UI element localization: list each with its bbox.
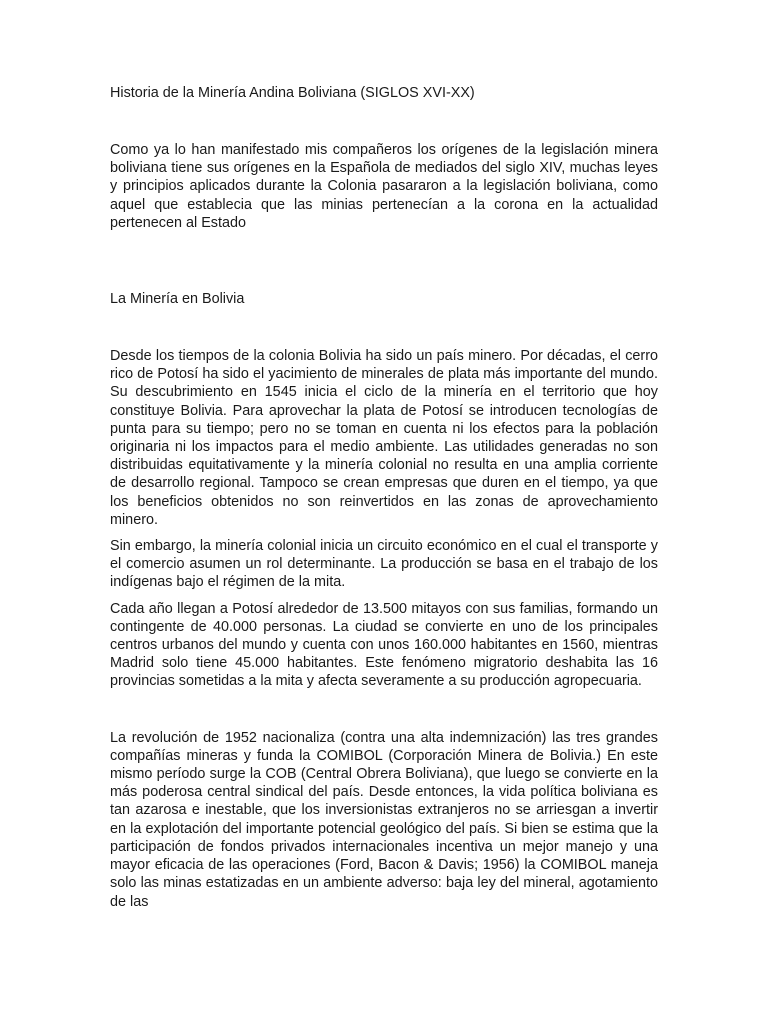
section-heading: La Minería en Bolivia — [110, 291, 245, 308]
body-paragraph-colonia: Desde los tiempos de la colonia Bolivia ha sido un país minero. Por décadas, el cerro rico de Potosí ha sido el yacimiento de minerales de plata más importante del mundo. Su descubrimiento en 1545 inicia el ciclo de la minería en el territorio que hoy constituye Bolivia. Para aprovechar la plata de Potosí se introducen tecnologías de punta para su tiempo; pero no se toman en cuenta ni los efectos para la población originaria ni los impactos para el medio ambiente. Las utilidades generadas no son distribuidas equitativamente y la minería colonial no resulta en una amplia corriente de desarrollo regional. Tampoco se crean empresas que duren en el tiempo, ya que los beneficios obtenidos no son reinvertidos en las zonas de aprovechamiento minero. — [110, 348, 658, 528]
document-page — [110, 84, 658, 911]
intro-paragraph: Como ya lo han manifestado mis compañeros los orígenes de la legislación minera boliviana tiene sus orígenes en la Española de mediados del siglo XIV, muchas leyes y principios aplicados durante la Colonia pasararon a la legislación boliviana, como aquel que establecia que las minias pertenecían a la corona en la actualidad pertenecen al Estado — [110, 142, 658, 231]
body-paragraph-mitayos: Cada año llegan a Potosí alrededor de 13.500 mitayos con sus familias, formando un contingente de 40.000 personas. La ciudad se convierte en uno de los principales centros urbanos del mundo y cuenta con unos 160.000 habitantes en 1560, mientras Madrid solo tiene 45.000 habitantes. Este fenómeno migratorio deshabita las 16 provincias sometidas a la mita y afecta severamente a su producción agropecuaria. — [110, 600, 658, 690]
document-title: Historia de la Minería Andina Boliviana (SIGLOS XVI-XX) — [110, 85, 475, 101]
body-paragraph-circuito: Sin embargo, la minería colonial inicia un circuito económico en el cual el transporte y el comercio asumen un rol determinante. La producción se basa en el trabajo de los indígenas bajo el régimen de la mita. — [110, 538, 658, 591]
body-paragraph-revolucion: La revolución de 1952 nacionaliza (contra una alta indemnización) las tres grandes compañías mineras y funda la COMIBOL (Corporación Minera de Bolivia.) En este mismo período surge la COB (Central Obrera Boliviana), que luego se convierte en la más poderosa central sindical del país. Desde entonces, la vida política boliviana es tan azarosa e inestable, que los inversionistas extranjeros no se arriesgan a invertir en la explotación del importante potencial geológico del país. Si bien se estima que la participación de fondos privados internacionales incentiva un mejor manejo y una mayor eficacia de las operaciones (Ford, Bacon & Davis; 1956) la COMIBOL maneja solo las minas estatizadas en un ambiente adverso: baja ley del mineral, agotamiento de las — [110, 729, 658, 910]
